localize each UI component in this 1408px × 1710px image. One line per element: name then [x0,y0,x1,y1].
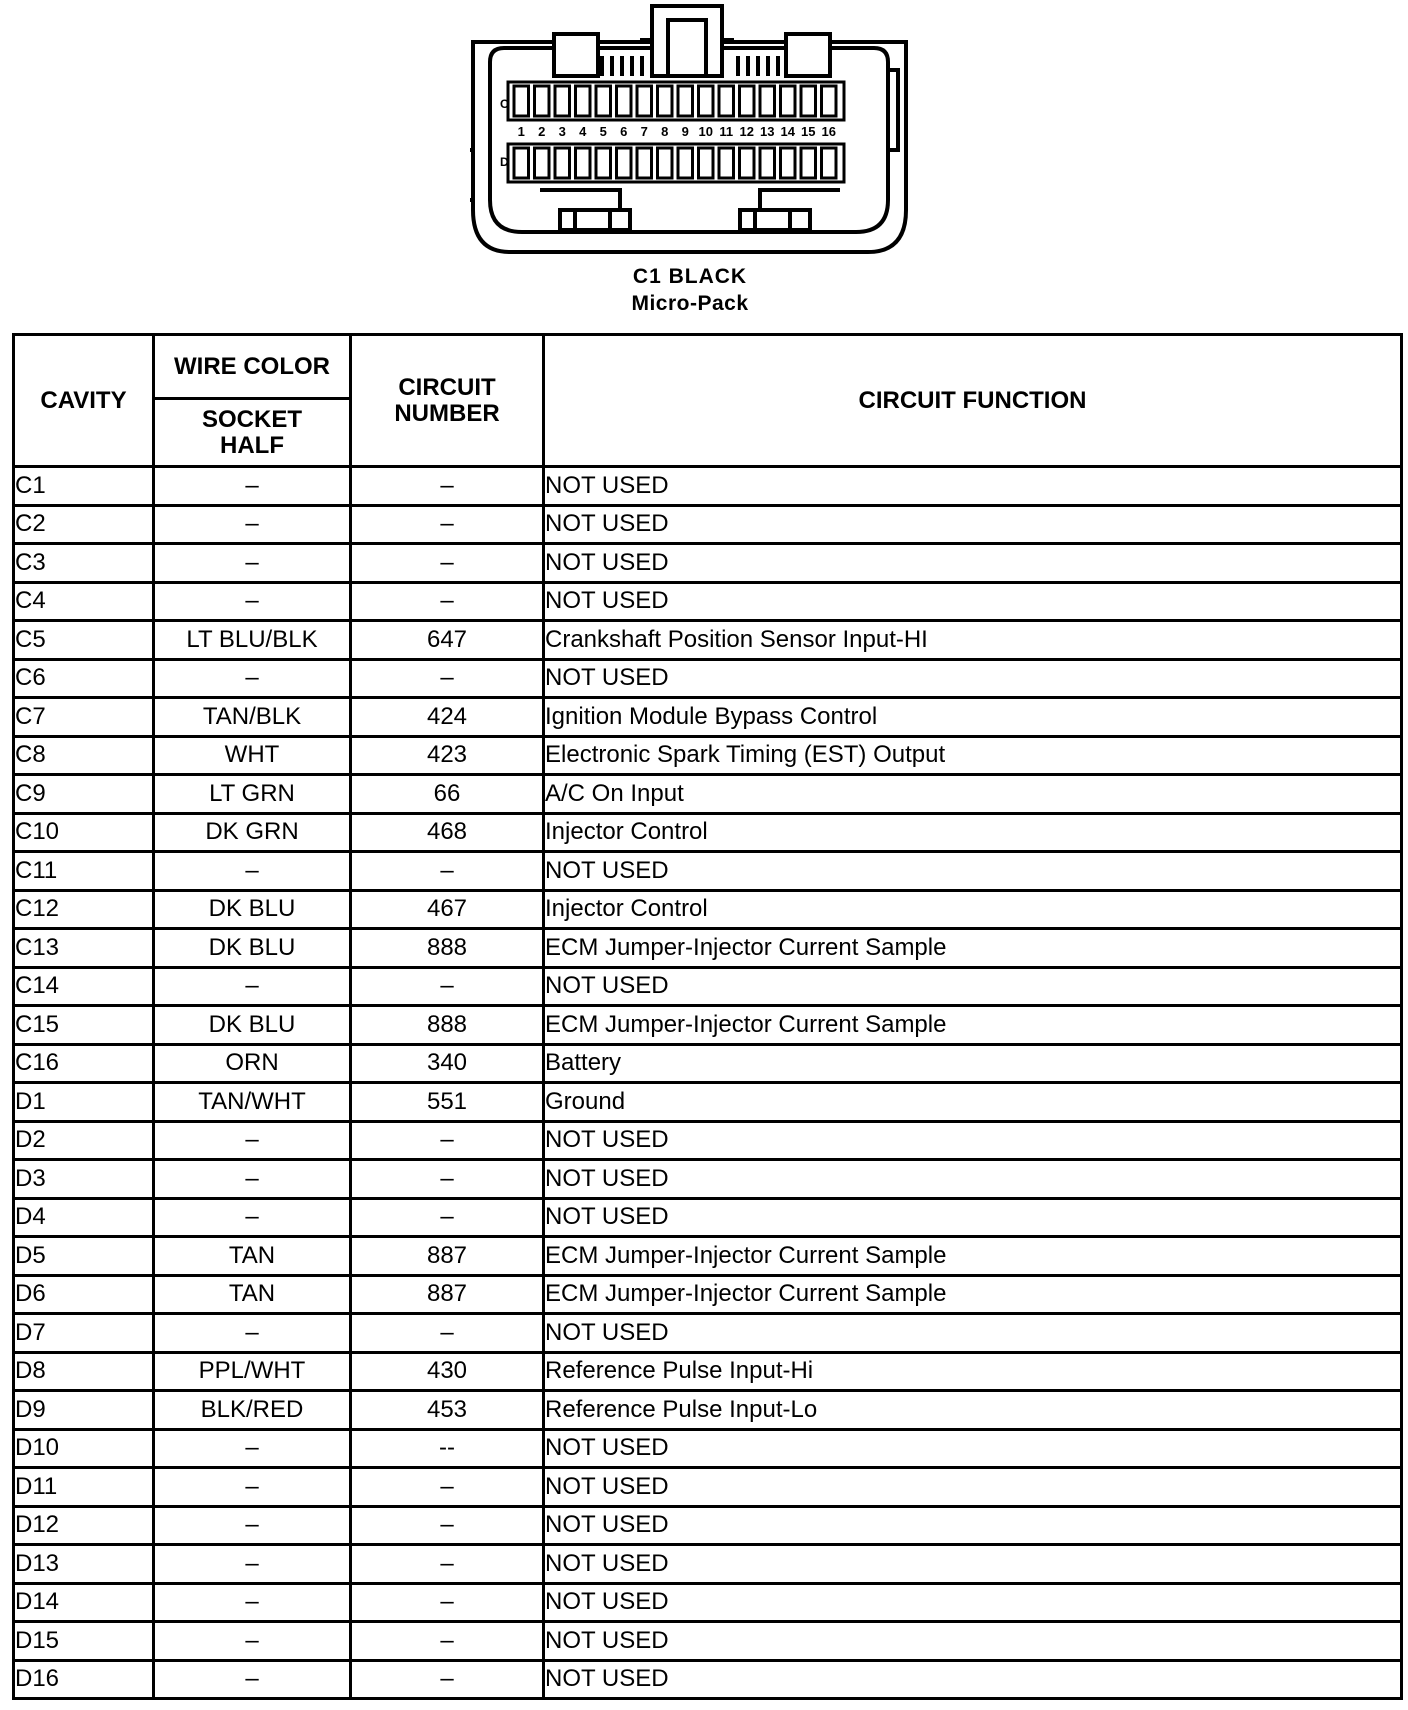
wire-color-cell: PPL/WHT [154,1352,351,1391]
table-row [14,1583,1402,1622]
wire-color-cell: – [154,1160,351,1199]
pin-number: 5 [599,124,607,139]
table-row [14,1121,1402,1160]
circuit-number-cell: 468 [351,813,544,852]
pin-number: 12 [739,124,754,139]
circuit-function-cell: ECM Jumper-Injector Current Sample [544,1006,1402,1045]
circuit-function-cell: NOT USED [544,582,1402,621]
wire-color-cell: – [154,1545,351,1584]
table-row [14,929,1402,968]
pin-number: 2 [538,124,546,139]
circuit-function-cell: NOT USED [544,1160,1402,1199]
circuit-function-cell: Electronic Spark Timing (EST) Output [544,736,1402,775]
wire-color-cell: LT GRN [154,775,351,814]
table-row [14,1660,1402,1699]
circuit-function-cell: NOT USED [544,467,1402,506]
cavity-cell: C8 [14,736,154,775]
circuit-number-cell: 467 [351,890,544,929]
circuit-function-cell: Crankshaft Position Sensor Input-HI [544,621,1402,660]
cavity-cell: D13 [14,1545,154,1584]
wire-color-cell: DK BLU [154,1006,351,1045]
table-row [14,621,1402,660]
circuit-number-cell: – [351,582,544,621]
wire-color-cell: TAN [154,1237,351,1276]
cavity-cell: D5 [14,1237,154,1276]
wire-color-cell: DK BLU [154,890,351,929]
circuit-number-cell: – [351,1545,544,1584]
table-row [14,1044,1402,1083]
circuit-function-cell: A/C On Input [544,775,1402,814]
table-row [14,1352,1402,1391]
wire-color-cell: – [154,1660,351,1699]
table-row [14,544,1402,583]
circuit-function-cell: NOT USED [544,1121,1402,1160]
table-row [14,1468,1402,1507]
pin-number: 7 [640,124,648,139]
circuit-function-cell: NOT USED [544,967,1402,1006]
circuit-number-cell: 424 [351,698,544,737]
circuit-number-cell: – [351,467,544,506]
circuit-number-cell: – [351,1622,544,1661]
wire-color-cell: LT BLU/BLK [154,621,351,660]
header-wire-color: WIRE COLOR [154,335,351,399]
cavity-cell: C15 [14,1006,154,1045]
cavity-cell: D9 [14,1391,154,1430]
header-cavity: CAVITY [14,335,154,467]
table-row [14,967,1402,1006]
table-row [14,1314,1402,1353]
table-row [14,582,1402,621]
wire-color-cell: – [154,967,351,1006]
pin-number: 15 [801,124,816,139]
circuit-function-cell: ECM Jumper-Injector Current Sample [544,1275,1402,1314]
circuit-function-cell: NOT USED [544,659,1402,698]
connector-type: Micro-Pack [631,292,749,315]
pin-number: 10 [698,124,713,139]
cavity-cell: D11 [14,1468,154,1507]
cavity-cell: C14 [14,967,154,1006]
table-row [14,1622,1402,1661]
circuit-function-cell: NOT USED [544,1506,1402,1545]
circuit-number-cell: 423 [351,736,544,775]
circuit-number-cell: – [351,1121,544,1160]
wire-color-cell: TAN [154,1275,351,1314]
circuit-number-cell: 647 [351,621,544,660]
circuit-function-cell: Ground [544,1083,1402,1122]
circuit-number-cell: 888 [351,929,544,968]
circuit-number-cell: – [351,852,544,891]
pin-number: 4 [579,124,587,139]
pin-number: 6 [620,124,628,139]
header-socket-half: SOCKET HALF [154,399,351,467]
circuit-function-cell: NOT USED [544,1545,1402,1584]
wire-color-cell: – [154,1583,351,1622]
table-row [14,1237,1402,1276]
wire-color-cell: – [154,659,351,698]
circuit-number-cell: 887 [351,1237,544,1276]
wire-color-cell: – [154,544,351,583]
circuit-function-cell: NOT USED [544,852,1402,891]
circuit-function-cell: Injector Control [544,813,1402,852]
connector-name: C1 BLACK [632,265,748,288]
cavity-cell: C3 [14,544,154,583]
circuit-number-cell: 340 [351,1044,544,1083]
cavity-cell: D14 [14,1583,154,1622]
circuit-function-cell: NOT USED [544,1583,1402,1622]
cavity-cell: C5 [14,621,154,660]
wire-color-cell: – [154,1622,351,1661]
wire-color-cell: BLK/RED [154,1391,351,1430]
pinout-table [12,333,1403,1700]
wire-color-cell: DK GRN [154,813,351,852]
header-circuit-number: CIRCUIT NUMBER [351,335,544,467]
circuit-function-cell: NOT USED [544,1660,1402,1699]
circuit-function-cell: NOT USED [544,544,1402,583]
pin-number: 9 [681,124,689,139]
wire-color-cell: DK BLU [154,929,351,968]
circuit-function-cell: NOT USED [544,1198,1402,1237]
cavity-cell: C13 [14,929,154,968]
wire-color-cell: TAN/WHT [154,1083,351,1122]
circuit-number-cell: – [351,1660,544,1699]
circuit-number-cell: – [351,1314,544,1353]
cavity-cell: D8 [14,1352,154,1391]
circuit-number-cell: – [351,1468,544,1507]
wire-color-cell: ORN [154,1044,351,1083]
wire-color-cell: – [154,582,351,621]
wire-color-cell: – [154,1198,351,1237]
table-row [14,736,1402,775]
wire-color-cell: – [154,1314,351,1353]
table-row [14,852,1402,891]
pin-number: 13 [760,124,775,139]
circuit-function-cell: Ignition Module Bypass Control [544,698,1402,737]
header-circuit-function: CIRCUIT FUNCTION [544,335,1402,467]
pin-number: 11 [719,124,734,139]
cavity-cell: D3 [14,1160,154,1199]
wire-color-cell: – [154,505,351,544]
circuit-number-cell: 453 [351,1391,544,1430]
wire-color-cell: – [154,1468,351,1507]
cavity-cell: D12 [14,1506,154,1545]
circuit-number-cell: 551 [351,1083,544,1122]
circuit-number-cell: 888 [351,1006,544,1045]
table-row [14,698,1402,737]
circuit-function-cell: ECM Jumper-Injector Current Sample [544,929,1402,968]
cavity-cell: D2 [14,1121,154,1160]
circuit-function-cell: NOT USED [544,1468,1402,1507]
circuit-function-cell: Reference Pulse Input-Lo [544,1391,1402,1430]
table-row [14,1006,1402,1045]
table-row [14,1198,1402,1237]
table-row [14,467,1402,506]
pin-number: 1 [517,124,525,139]
cavity-cell: C9 [14,775,154,814]
cavity-cell: C11 [14,852,154,891]
cavity-cell: C12 [14,890,154,929]
row-c-label: C [500,97,509,111]
cavity-cell: C4 [14,582,154,621]
circuit-number-cell: -- [351,1429,544,1468]
wire-color-cell: WHT [154,736,351,775]
wire-color-cell: – [154,467,351,506]
circuit-function-cell: NOT USED [544,1622,1402,1661]
cavity-cell: C6 [14,659,154,698]
cavity-cell: D4 [14,1198,154,1237]
wire-color-cell: – [154,852,351,891]
table-row [14,775,1402,814]
cavity-cell: D16 [14,1660,154,1699]
cavity-cell: D7 [14,1314,154,1353]
table-row [14,813,1402,852]
circuit-number-cell: – [351,1583,544,1622]
table-row [14,1160,1402,1199]
table-row [14,1275,1402,1314]
circuit-function-cell: ECM Jumper-Injector Current Sample [544,1237,1402,1276]
circuit-number-cell: 66 [351,775,544,814]
circuit-number-cell: 430 [351,1352,544,1391]
table-row [14,1429,1402,1468]
table-row [14,659,1402,698]
circuit-function-cell: NOT USED [544,1314,1402,1353]
table-row [14,505,1402,544]
cavity-cell: C16 [14,1044,154,1083]
table-row [14,1083,1402,1122]
circuit-number-cell: – [351,544,544,583]
cavity-cell: D15 [14,1622,154,1661]
circuit-function-cell: NOT USED [544,1429,1402,1468]
table-row [14,1506,1402,1545]
circuit-number-cell: – [351,1198,544,1237]
cavity-cell: C10 [14,813,154,852]
circuit-function-cell: Battery [544,1044,1402,1083]
circuit-function-cell: Injector Control [544,890,1402,929]
wire-color-cell: – [154,1506,351,1545]
wire-color-cell: – [154,1121,351,1160]
table-row [14,1391,1402,1430]
circuit-number-cell: – [351,659,544,698]
cavity-cell: C2 [14,505,154,544]
cavity-cell: C1 [14,467,154,506]
circuit-function-cell: Reference Pulse Input-Hi [544,1352,1402,1391]
pin-number: 16 [821,124,836,139]
circuit-number-cell: – [351,967,544,1006]
wire-color-cell: – [154,1429,351,1468]
circuit-number-cell: 887 [351,1275,544,1314]
cavity-cell: D10 [14,1429,154,1468]
table-row [14,1545,1402,1584]
cavity-cell: C7 [14,698,154,737]
circuit-function-cell: NOT USED [544,505,1402,544]
connector-diagram [470,0,910,262]
pin-number: 3 [558,124,566,139]
circuit-number-cell: – [351,1160,544,1199]
cavity-cell: D6 [14,1275,154,1314]
cavity-cell: D1 [14,1083,154,1122]
circuit-number-cell: – [351,505,544,544]
row-d-label: D [500,155,509,169]
wire-color-cell: TAN/BLK [154,698,351,737]
pin-number: 14 [780,124,795,139]
table-row [14,890,1402,929]
circuit-number-cell: – [351,1506,544,1545]
pin-number: 8 [661,124,669,139]
